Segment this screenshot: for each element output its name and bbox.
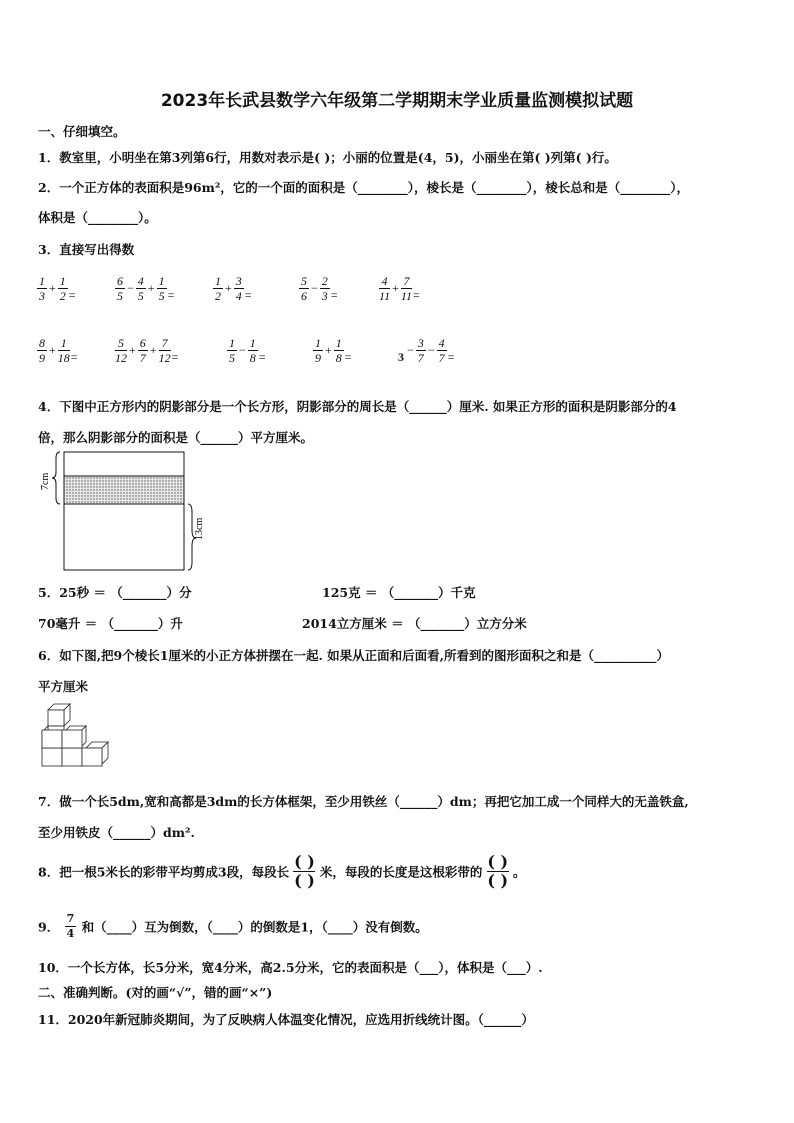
operator: + [129, 343, 136, 357]
denominator: 5 [229, 351, 235, 365]
denominator: 4 [235, 289, 242, 303]
equals-sign: = [171, 350, 179, 365]
calc-expression [114, 274, 174, 314]
question-1: 1．教室里，小明坐在第3列第6行，用数对表示是( )；小丽的位置是(4，5)，小丽坐在第( )列第( )行。 [38, 150, 617, 165]
fraction [58, 336, 70, 365]
equals-sign: = [68, 288, 76, 303]
answer-fraction-2-top: ( ) [487, 852, 509, 871]
numerator: 4 [379, 274, 390, 289]
numerator: 3 [235, 274, 242, 288]
fraction [313, 336, 323, 365]
answer-fraction-1-bottom: ( ) [294, 871, 315, 890]
numerator: 5 [301, 274, 307, 288]
denominator: 6 [301, 289, 307, 303]
operator: − [127, 281, 134, 295]
fraction [299, 274, 309, 303]
fraction [416, 336, 426, 365]
equals-sign: = [167, 288, 175, 303]
question-5b: 125克 ＝ （_______）千克 [322, 585, 476, 600]
section-1-heading: 一、仔细填空。 [38, 124, 126, 139]
calc-expression [114, 336, 178, 376]
calc-expression [36, 274, 76, 314]
question-8-part-a: 8．把一根5米长的彩带平均剪成3段，每段长 [38, 864, 290, 880]
numerator: 4 [137, 274, 144, 288]
question-10: 10．一个长方体，长5分米，宽4分米，高2.5分米，它的表面积是（___），体积是（___）. [38, 960, 543, 975]
numerator: 6 [139, 336, 146, 350]
denominator: 2 [215, 289, 221, 303]
equals-sign: = [413, 288, 420, 303]
fraction [234, 274, 244, 303]
numerator: 3 [417, 336, 424, 350]
denominator: 3 [39, 289, 45, 303]
left-brace [52, 452, 60, 504]
denominator: 12 [115, 351, 127, 365]
numerator: 1 [59, 274, 66, 288]
calc-expression [398, 336, 454, 376]
numerator: 7 [159, 336, 171, 351]
question-8-part-b: 米，每段的长度是这根彩带的 [319, 864, 483, 880]
calc-expression [312, 336, 352, 376]
fraction [379, 274, 390, 303]
answer-fraction-1-top: ( ) [294, 852, 315, 871]
question-5c: 70毫升 ＝ （_______）升 [38, 616, 183, 631]
question-8-part-c: 。 [513, 864, 526, 880]
section-2-heading: 二、准确判断。(对的画“√”，错的画“×”) [38, 985, 273, 1000]
operator: + [149, 343, 157, 357]
denominator: 7 [438, 351, 445, 365]
equals-sign: = [70, 350, 78, 365]
shaded-rectangle [64, 476, 184, 504]
equals-sign: = [244, 288, 252, 303]
page-title: 2023年长武县数学六年级第二学期期末学业质量监测模拟试题 [160, 91, 634, 111]
operator: + [49, 343, 56, 357]
fraction [248, 336, 258, 365]
question-11: 11．2020年新冠肺炎期间，为了反映病人体温变化情况，应选用折线统计图。（______） [38, 1012, 534, 1027]
denominator: 8 [335, 351, 342, 365]
label-7cm: 7cm [40, 472, 51, 490]
denominator: 11 [400, 289, 412, 303]
question-4-line-2: 倍，那么阴影部分的面积是（______）平方厘米。 [38, 430, 314, 445]
fraction [157, 274, 167, 303]
numerator: 1 [315, 336, 321, 350]
numerator: 1 [215, 274, 221, 288]
fraction [58, 274, 68, 303]
question-5d: 2014立方厘米 ＝ （_______）立方分米 [302, 616, 527, 631]
calc-expression [378, 274, 420, 314]
denominator: 12 [158, 351, 171, 365]
question-5a: 5．25秒 ＝ （_______）分 [38, 585, 192, 600]
operator: + [147, 281, 155, 295]
question-9-text: 和（____）互为倒数，（____）的倒数是1，（____）没有倒数。 [81, 919, 428, 935]
fraction [334, 336, 344, 365]
calc-expression [226, 336, 266, 376]
operator: − [311, 281, 318, 295]
question-9-number: 9． [38, 919, 60, 935]
answer-fraction-2 [487, 853, 509, 890]
denominator: 5 [117, 289, 123, 303]
numerator: 7 [401, 274, 412, 289]
fraction [213, 274, 223, 303]
equals-sign: = [447, 350, 455, 365]
question-2-line-1: 2．一个正方体的表面积是96m²，它的一个面的面积是（________），棱长是（________），棱长总和是（________）， [38, 180, 690, 195]
numerator: 4 [438, 336, 445, 350]
fraction [401, 274, 412, 303]
denominator: 8 [249, 351, 256, 365]
denominator: 3 [321, 289, 328, 303]
fraction [115, 336, 127, 365]
whole-number: 3 [398, 350, 404, 365]
fraction [159, 336, 171, 365]
denominator: 2 [59, 289, 66, 303]
operator: − [407, 343, 414, 357]
question-6-line-2: 平方厘米 [38, 679, 89, 694]
numerator: 1 [249, 336, 256, 350]
operator: + [49, 281, 56, 295]
operator: + [325, 343, 332, 357]
numerator: 1 [229, 336, 235, 350]
operator: + [392, 281, 399, 295]
outer-square [64, 452, 184, 570]
question-6-line-1: 6．如下图,把9个棱长1厘米的小正方体拼摆在一起. 如果从正面和后面看,所看到的图形面积之和是（__________） [38, 648, 670, 663]
denominator: 9 [39, 351, 45, 365]
denominator: 18 [57, 351, 70, 365]
question-9-fraction-numerator: 7 [66, 912, 75, 925]
numerator: 5 [115, 336, 127, 351]
fraction [136, 274, 146, 303]
denominator: 5 [137, 289, 144, 303]
numerator: 2 [321, 274, 328, 288]
fraction [37, 336, 47, 365]
operator: − [239, 343, 246, 357]
fraction [115, 274, 125, 303]
question-7-line-2: 至少用铁皮（______）dm². [38, 825, 195, 840]
operator: + [225, 281, 232, 295]
calc-expression [36, 336, 78, 376]
question-7-line-1: 7．做一个长5dm,宽和高都是3dm的长方体框架，至少用铁丝（______）dm；再把它加工成一个同样大的无盖铁盒, [38, 794, 689, 809]
calc-expression [212, 274, 252, 314]
label-13cm: 13cm [194, 517, 205, 540]
denominator: 7 [417, 351, 424, 365]
cube-stack-figure [38, 700, 118, 776]
numerator: 1 [58, 336, 70, 351]
fraction [320, 274, 330, 303]
question-3: 3．直接写出得数 [38, 242, 135, 257]
fraction [138, 336, 148, 365]
numerator: 1 [158, 274, 165, 288]
calc-expression [298, 274, 338, 314]
square-figure [36, 450, 216, 576]
fraction [227, 336, 237, 365]
denominator: 7 [139, 351, 146, 365]
equals-sign: = [344, 350, 352, 365]
fraction [437, 336, 447, 365]
equals-sign: = [258, 350, 266, 365]
numerator: 1 [335, 336, 342, 350]
answer-fraction-2-bottom: ( ) [487, 871, 509, 890]
denominator: 9 [315, 351, 321, 365]
fraction [37, 274, 47, 303]
operator: − [427, 343, 435, 357]
numerator: 1 [39, 274, 45, 288]
question-9 [38, 912, 428, 941]
numerator: 8 [39, 336, 45, 350]
denominator: 11 [379, 289, 391, 303]
equals-sign: = [330, 288, 338, 303]
question-2-line-2: 体积是（________）。 [38, 210, 157, 225]
numerator: 6 [117, 274, 123, 288]
question-4-line-1: 4．下图中正方形内的阴影部分是一个长方形，阴影部分的周长是（______）厘米. 如果正方形的面积是阴影部分的4 [38, 399, 677, 414]
question-9-fraction [65, 912, 77, 941]
denominator: 5 [158, 289, 165, 303]
question-9-fraction-denominator: 4 [66, 927, 75, 940]
question-8 [38, 853, 526, 890]
answer-fraction-1 [293, 853, 315, 890]
